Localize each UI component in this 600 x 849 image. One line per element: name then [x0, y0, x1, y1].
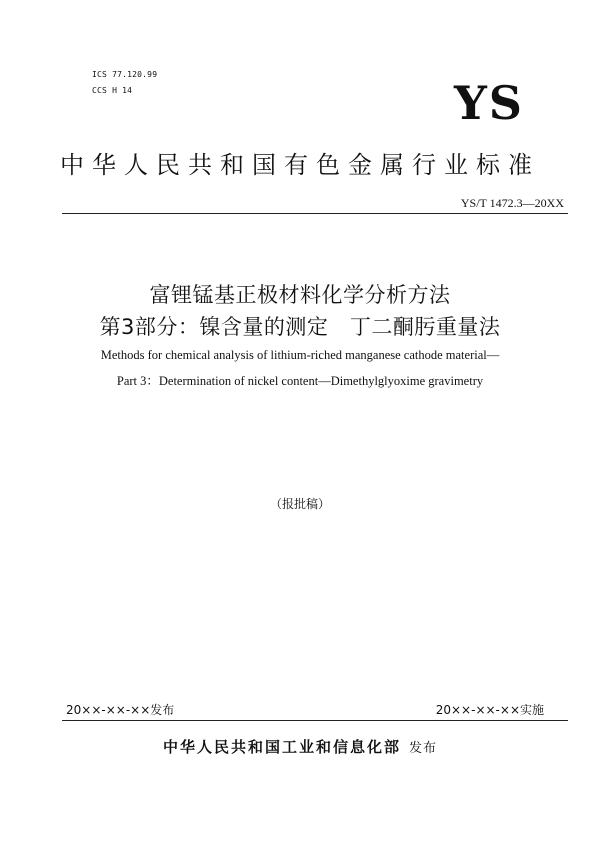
ccs-code: CCS H 14: [92, 86, 133, 95]
implementation-date: 20××-××-××实施: [435, 703, 544, 717]
standard-category-title: 中华人民共和国有色金属行业标准: [60, 151, 540, 179]
issue-date: 20××-××-××发布: [66, 703, 175, 717]
document-title-cn-line1: 富锂锰基正极材料化学分析方法: [149, 283, 451, 307]
ys-logo: YS: [453, 76, 524, 130]
standard-number: YS/T 1472.3—20XX: [460, 196, 564, 210]
bottom-divider: [62, 720, 568, 721]
publisher: [0, 737, 600, 759]
top-divider: [62, 213, 568, 214]
document-title-en-line2: Part 3：Determination of nickel content—Dimethylglyoxime gravimetry: [116, 374, 484, 388]
draft-status: （报批稿）: [269, 497, 330, 511]
publisher-name: 中华人民共和国工业和信息化部: [162, 738, 401, 756]
document-title-en-line1: Methods for chemical analysis of lithium-riched manganese cathode material—: [100, 348, 500, 362]
publisher-suffix: 发布: [409, 741, 438, 756]
document-title-cn-line2: 第3部分：镍含量的测定 丁二酮肟重量法: [99, 315, 501, 339]
ics-code: ICS 77.120.99: [92, 70, 158, 79]
